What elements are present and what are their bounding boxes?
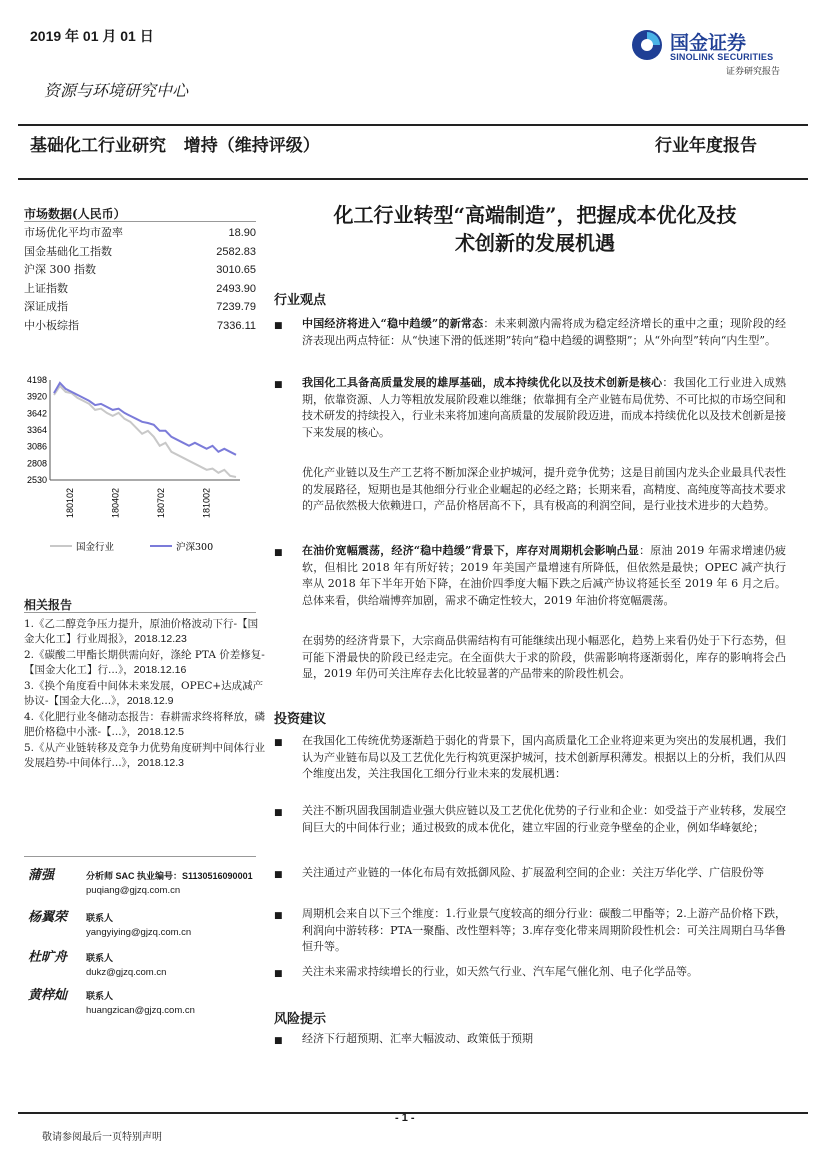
- bullet-icon: [274, 808, 286, 818]
- chart-x-tick-label: 180402: [110, 487, 121, 518]
- view-para-4: [302, 543, 786, 609]
- bullet-icon: [274, 969, 286, 979]
- bullet-icon: [274, 321, 286, 331]
- market-row-value: 3010.65: [216, 264, 256, 276]
- chart-y-tick-label: 4198: [26, 375, 47, 385]
- rating-label: 增持（维持评级）: [183, 136, 320, 156]
- bullet-icon: [274, 380, 286, 390]
- market-row: [24, 299, 256, 315]
- analyst-email[interactable]: dukz@gjzq.com.cn: [86, 967, 167, 978]
- report-date: 2019 年 01 月 01 日: [30, 28, 154, 44]
- invest-item: 关注未来需求持续增长的行业，如天然气行业、汽车尾气催化剂、电子化学品等。: [302, 965, 698, 978]
- market-row-label: 国金基础化工指数: [24, 244, 112, 258]
- market-row-label: 中小板综指: [24, 318, 79, 332]
- analyst-name: 杜旷舟: [28, 950, 68, 965]
- market-separator: [24, 221, 256, 222]
- market-row-value: 7336.11: [217, 319, 256, 332]
- view-para-2: [302, 375, 786, 441]
- chart-legend-label: 国金行业: [76, 542, 115, 553]
- market-title: 市场数据(人民币）: [24, 207, 126, 221]
- report-title: [270, 201, 800, 257]
- view-para-1-body: ：未来刺激内需将成为稳定经济增长的重中之重；现阶段的经济表现出两点特征：从“快速下滑的低迷期”转向“稳中趋缓的调整期”；从“外向型”转向“内生型”。: [302, 317, 787, 347]
- risk-item: 经济下行超预期、汇率大幅波动、政策低于预期: [302, 1032, 533, 1045]
- market-row: [24, 262, 256, 278]
- market-row: [24, 318, 256, 334]
- related-report-item[interactable]: [24, 710, 268, 740]
- invest-item: 关注不断巩固我国制造业强大供应链以及工艺优化优势的子行业和企业：如受益于产业转移，发展空间巨大的中间体行业；通过极致的成本优化，建立牢固的行业竞争壁垒的企业，例如华峰氨纶；: [302, 804, 786, 834]
- invest-item: 在我国化工传统优势逐渐趋于弱化的背景下，国内高质量化工企业将迎来更为突出的发展机遇，我们认为产业链布局以及工艺优化先行构筑更深护城河，技术创新厚积薄发。根据以上的分析，我们从四个维度出发，关注我国化工细分行业未来的发展机遇：: [302, 734, 786, 780]
- bullet-icon: [274, 548, 286, 558]
- chart-y-tick-label: 2808: [26, 458, 47, 469]
- related-list: [24, 617, 268, 772]
- market-row: [24, 244, 256, 260]
- related-report-date: 2018.12.9: [126, 695, 174, 707]
- market-row: [24, 281, 256, 297]
- chart-x-tick-label: 180102: [64, 487, 75, 518]
- related-report-text: 2.《碳酸二甲酯长期供需向好，涤纶 PTA 价差修复-【国金大化工】行...》，: [24, 649, 265, 676]
- market-row-label: 市场优化平均市盈率: [24, 226, 123, 239]
- related-report-item[interactable]: [24, 648, 268, 678]
- chart-series-line-1: [54, 383, 236, 455]
- chart-y-tick-label: 3642: [26, 408, 47, 419]
- header-industry: [30, 131, 320, 156]
- view-para-5: 在弱势的经济背景下，大宗商品供需结构有可能继续出现小幅恶化，趋势上来看仍处于下行态势，但可能下滑最快的阶段已经走完。在全面供大于求的阶段，供需影响将逐渐弱化，库存的影响将会凸显，2019 年仍可关注库存去化比较显著的产品带来的阶段性机会。: [302, 634, 786, 680]
- chart-y-tick-label: 3920: [26, 391, 47, 402]
- related-report-item[interactable]: [24, 679, 268, 709]
- chart-series-line-0: [54, 386, 236, 477]
- analyst-name: 杨翼荣: [28, 910, 68, 925]
- chart-y-tick-label: 3086: [26, 441, 47, 452]
- bullet-icon: [274, 870, 286, 880]
- analyst-role: 分析师 SAC 执业编号：S1130516090001: [86, 871, 253, 881]
- related-report-text: 3.《换个角度看中间体未来发展，OPEC+达成减产协议-【国金大化...》，: [24, 680, 264, 707]
- analyst-card: [28, 864, 268, 896]
- analyst-name: 蒲强: [28, 868, 55, 883]
- chart-y-tick-label: 2530: [26, 475, 47, 485]
- invest-item: 周期机会来自以下三个维度：1.行业景气度较高的细分行业：碳酸二甲酯等；2.上游产品价格下跌，利润向中游转移：PTA一聚酯、改性塑料等；3.库存变化带来周期阶段性机会：可关注周期白马华鲁恒升等。: [302, 907, 786, 953]
- analyst-card: [28, 984, 268, 1016]
- related-report-item[interactable]: [24, 617, 268, 647]
- chart-x-tick-label: 181002: [201, 487, 212, 518]
- market-row-label: 上证指数: [24, 281, 68, 295]
- header-rule-top: [18, 124, 808, 126]
- related-report-date: 2018.12.5: [137, 726, 185, 738]
- market-row-label: 深证成指: [24, 300, 68, 313]
- related-report-item[interactable]: [24, 741, 268, 771]
- market-row-value: 2493.90: [216, 282, 256, 295]
- analyst-name: 黄梓灿: [28, 988, 68, 1003]
- analyst-separator: [24, 856, 256, 857]
- bullet-icon: [274, 738, 286, 748]
- invest-item: 关注通过产业链的一体化布局有效抵御风险、扩展盈利空间的企业：关注万华化学、广信股份等: [302, 866, 764, 879]
- analyst-card: [28, 946, 268, 978]
- index-chart: [24, 370, 249, 555]
- report-title-line2: 术创新的发展机遇: [455, 231, 615, 255]
- related-report-date: 2018.12.3: [137, 757, 185, 769]
- view-para-2-lead: 我国化工具备高质量发展的雄厚基础，成本持续优化以及技术创新是核心: [302, 376, 663, 389]
- analyst-role: 联系人: [86, 953, 114, 963]
- bullet-icon: [274, 911, 286, 921]
- research-center: 资源与环境研究中心: [44, 81, 189, 100]
- analyst-role: 联系人: [86, 991, 114, 1001]
- related-report-text: 5.《从产业链转移及竞争力优势角度研判中间体行业发展趋势-中间体行...》，: [24, 742, 266, 769]
- analyst-email[interactable]: huangzican@gjzq.com.cn: [86, 1005, 195, 1016]
- market-row-value: 18.90: [228, 227, 256, 239]
- analyst-email[interactable]: puqiang@gjzq.com.cn: [86, 885, 181, 896]
- view-para-3: 优化产业链以及生产工艺将不断加深企业护城河，提升竞争优势；这是目前国内龙头企业最具代表性的发展路径，短期也是其他细分行业企业崛起的必经之路；长期来看，高精度、高纯度等高技术要求的产品依然极大依赖进口，产品价格居高不下，具有极高的利润空间，是行业技术进步的大趋势。: [302, 466, 786, 512]
- page-number: - 1 -: [395, 1112, 415, 1124]
- brand-tagline: 证券研究报告: [726, 67, 781, 77]
- related-separator: [24, 612, 256, 613]
- view-heading: 行业观点: [274, 293, 327, 308]
- view-para-2-body: ：我国化工行业进入成熟期，依靠资源、人力等粗放发展阶段难以维继；依靠拥有全产业链布局优势、不可比拟的市场空间和技术研发的持续投入，行业未来将加速向高质量的发展阶段迈进，而成本持续优化以及技术创新是接下来发展的核心。: [302, 376, 787, 439]
- chart-legend-label: 沪深300: [176, 542, 214, 553]
- report-type: 行业年度报告: [655, 136, 757, 156]
- chart-x-tick-label: 180702: [156, 487, 166, 518]
- analyst-email[interactable]: yangyiying@gjzq.com.cn: [86, 927, 192, 938]
- market-row: [24, 225, 256, 241]
- related-title: 相关报告: [24, 598, 73, 612]
- industry-label: 基础化工行业研究: [30, 136, 166, 156]
- bullet-icon: [274, 1036, 286, 1046]
- brand-name-en: SINOLINK SECURITIES: [670, 52, 774, 62]
- sinolink-logo-icon: [630, 28, 664, 62]
- related-report-text: 1.《乙二醇竞争压力提升，原油价格波动下行-【国金大化工】行业周报》，: [24, 618, 259, 645]
- invest-heading: 投资建议: [274, 712, 327, 727]
- market-row-value: 2582.83: [216, 245, 256, 258]
- risk-heading: 风险提示: [274, 1012, 327, 1027]
- related-report-date: 2018.12.16: [133, 664, 187, 676]
- brand-logo: [630, 26, 790, 78]
- view-para-1-lead: 中国经济将进入“稳中趋缓”的新常态: [302, 317, 484, 330]
- analyst-role: 联系人: [86, 913, 114, 923]
- chart-y-tick-label: 3364: [26, 425, 47, 435]
- market-row-value: 7239.79: [216, 301, 256, 313]
- analyst-card: [28, 906, 268, 938]
- brand-name: 国金证券: [670, 33, 747, 54]
- report-title-line1: 化工行业转型“高端制造”，把握成本优化及技: [333, 203, 737, 227]
- view-para-4-lead: 在油价宽幅震荡，经济“稳中趋缓”背景下，库存对周期机会影响凸显: [302, 544, 640, 557]
- view-para-4-body: ：原油 2019 年需求增速仍疲软，但相比 2018 年有所好转；2019 年美国产量增速有所降低，但依然是最快；OPEC 减产执行率从 2018 年下半年开始下降，在油价四季度大幅下跌之后减产协议将延长至 2019 年 6 月之后。总体来看，供给端博弈加剧，需求不确定性较大，2019 年油价将宽幅震荡。: [302, 544, 786, 607]
- market-row-label: 沪深 300 指数: [24, 263, 96, 276]
- related-report-text: 4.《化肥行业冬储动态报告：春耕需求终将释放，磷肥价格稳中小涨-【...》，: [24, 711, 266, 738]
- disclaimer: 敬请参阅最后一页特别声明: [42, 1132, 162, 1143]
- related-report-date: 2018.12.23: [134, 633, 187, 645]
- header-rule-bottom: [18, 178, 808, 180]
- view-para-1: [302, 316, 786, 349]
